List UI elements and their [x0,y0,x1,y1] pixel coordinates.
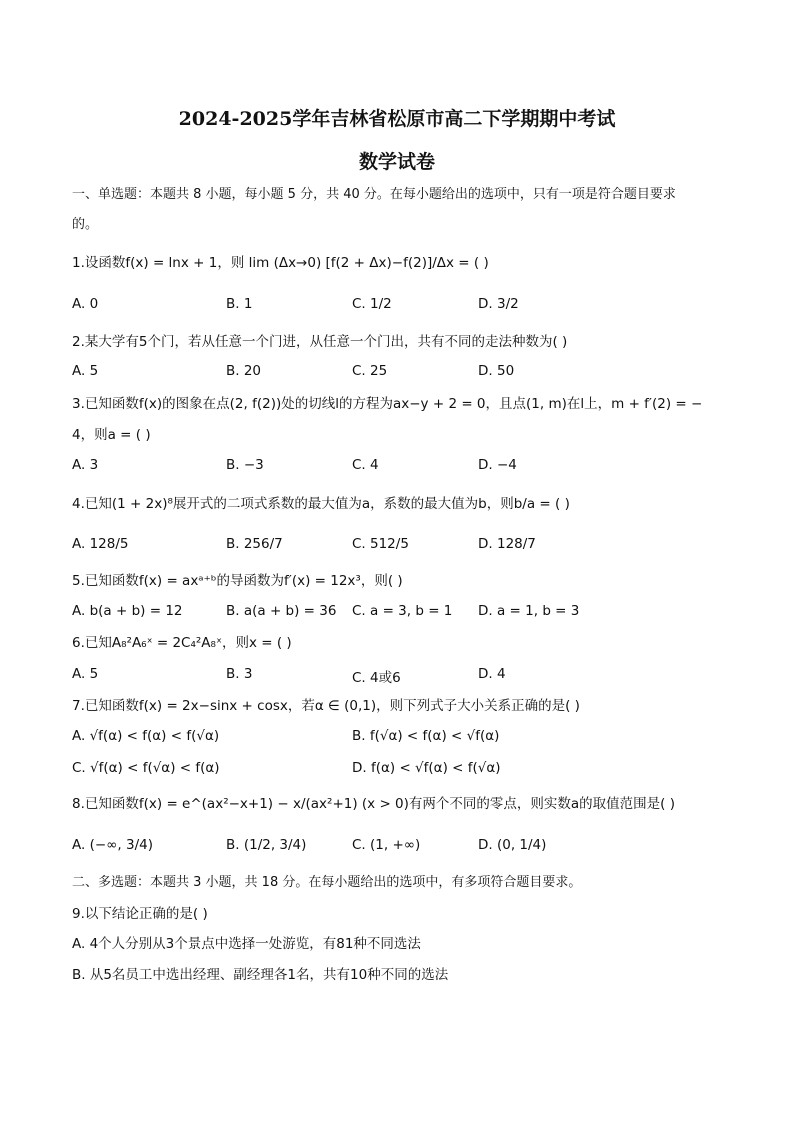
question-3-options [72,457,732,479]
q8-option-b: B. (1/2, 3/4) [226,837,307,853]
question-7-options-row1 [72,728,732,750]
question-2: 2.某大学有5个门，若从任意一个门进，从任意一个门出，共有不同的走法种数为( ) [72,334,568,350]
q2-option-c: C. 25 [352,363,388,379]
q9-option-b: B. 从5名员工中选出经理、副经理各1名，共有10种不同的选法 [72,967,449,983]
q7-option-d: D. f(α) < √f(α) < f(√α) [352,760,501,776]
q9-option-a: A. 4个人分别从3个景点中选择一处游览，有81种不同选法 [72,936,421,952]
question-3-line1: 3.已知函数f(x)的图象在点(2, f(2))处的切线l的方程为ax−y + 2 = 0，且点(1, m)在l上，m + f′(2) = − [72,396,703,412]
q6-option-b: B. 3 [226,666,253,682]
q1-option-c: C. 1/2 [352,296,392,312]
question-9: 9.以下结论正确的是( ) [72,906,208,922]
q3-option-a: A. 3 [72,457,99,473]
exam-title: 2024-2025学年吉林省松原市高二下学期期中考试 [178,108,616,130]
question-7-options-row2 [72,760,732,782]
q5-option-a: A. b(a + b) = 12 [72,603,183,619]
q1-option-a: A. 0 [72,296,99,312]
question-6-options [72,666,732,688]
q2-option-b: B. 20 [226,363,262,379]
question-4: 4.已知(1 + 2x)⁸展开式的二项式系数的最大值为a，系数的最大值为b，则b/a = ( ) [72,496,570,512]
q3-option-b: B. −3 [226,457,264,473]
question-4-options [72,536,732,558]
question-1: 1.设函数f(x) = lnx + 1，则 lim (Δx→0) [f(2 + Δx)−f(2)]/Δx = ( ) [72,255,489,271]
q6-option-d: D. 4 [478,666,506,682]
question-8: 8.已知函数f(x) = e^(ax²−x+1) − x/(ax²+1) (x > 0)有两个不同的零点，则实数a的取值范围是( ) [72,796,676,812]
q2-option-a: A. 5 [72,363,99,379]
q1-option-d: D. 3/2 [478,296,519,312]
question-6: 6.已知A₈²A₆ˣ = 2C₄²A₈ˣ，则x = ( ) [72,635,292,651]
q4-option-b: B. 256/7 [226,536,283,552]
q2-option-d: D. 50 [478,363,515,379]
q7-option-a: A. √f(α) < f(α) < f(√α) [72,728,220,744]
q4-option-d: D. 128/7 [478,536,536,552]
question-3-line2: 4，则a = ( ) [72,427,151,443]
exam-subtitle: 数学试卷 [358,151,435,173]
q5-option-b: B. a(a + b) = 36 [226,603,337,619]
q6-option-a: A. 5 [72,666,99,682]
section1-instructions-line1: 一、单选题：本题共 8 小题，每小题 5 分，共 40 分。在每小题给出的选项中，只有一项是符合题目要求 [72,187,676,202]
q7-option-b: B. f(√α) < f(α) < √f(α) [352,728,500,744]
q4-option-a: A. 128/5 [72,536,129,552]
q1-option-b: B. 1 [226,296,253,312]
question-7: 7.已知函数f(x) = 2x−sinx + cosx，若α ∈ (0,1)，则下列式子大小关系正确的是( ) [72,698,580,714]
q4-option-c: C. 512/5 [352,536,409,552]
q5-option-c: C. a = 3, b = 1 [352,603,453,619]
q6-option-c: C. 4或6 [352,670,401,686]
question-5: 5.已知函数f(x) = axᵃ⁺ᵇ的导函数为f′(x) = 12x³，则( ) [72,573,403,589]
section1-instructions-line2: 的。 [72,217,99,232]
question-2-options [72,363,732,385]
q8-option-a: A. (−∞, 3/4) [72,837,153,853]
q8-option-d: D. (0, 1/4) [478,837,547,853]
q7-option-c: C. √f(α) < f(√α) < f(α) [72,760,220,776]
q3-option-c: C. 4 [352,457,379,473]
q8-option-c: C. (1, +∞) [352,837,421,853]
question-8-options [72,837,732,859]
section2-instructions: 二、多选题：本题共 3 小题，共 18 分。在每小题给出的选项中，有多项符合题目要求。 [72,875,582,890]
question-1-options [72,296,732,318]
question-5-options [72,603,732,625]
q3-option-d: D. −4 [478,457,517,473]
q5-option-d: D. a = 1, b = 3 [478,603,580,619]
